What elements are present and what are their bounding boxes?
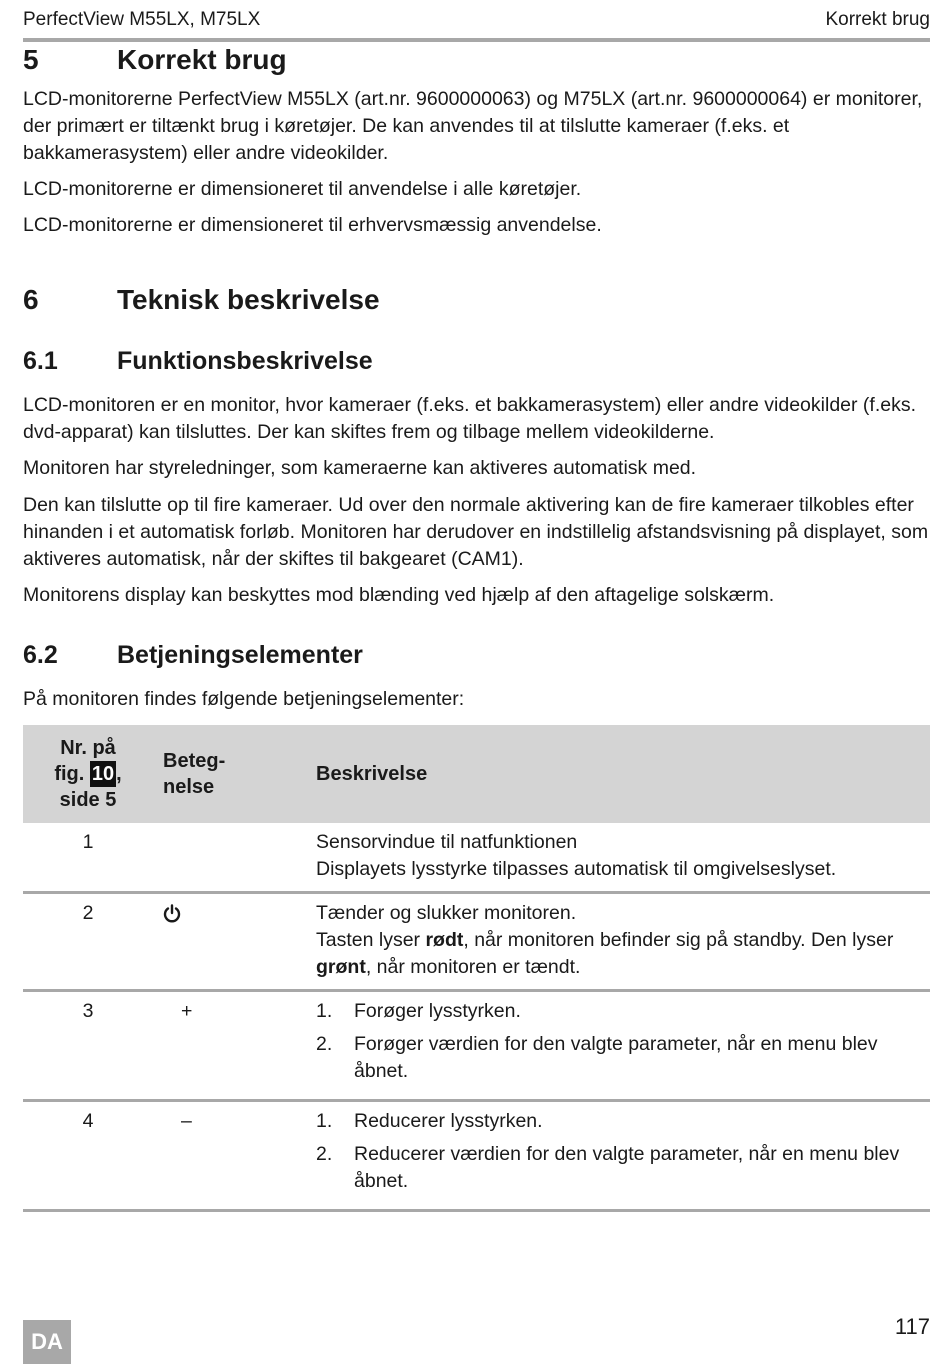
green-label: grønt (316, 956, 366, 978)
table-row (23, 893, 930, 991)
power-icon (163, 904, 181, 924)
header-rule (23, 38, 930, 42)
col-header-symbol: Beteg- nelse (153, 725, 316, 823)
cell-nr: 2 (82, 902, 94, 924)
col-header-description: Beskrivelse (316, 725, 930, 823)
list-item: 1. Reducerer lysstyrken. (316, 1110, 543, 1132)
paragraph: Monitorens display kan beskyttes mod blænding ved hjælp af den aftagelige solskærm. (23, 584, 775, 606)
table-intro: På monitoren findes følgende betjeningselementer: (23, 688, 465, 710)
step-list (316, 998, 930, 1085)
section-title: Korrekt brug (117, 44, 287, 75)
cell-symbol-minus: – (181, 1110, 192, 1132)
section-6-heading (23, 284, 380, 316)
language-badge: DA (23, 1320, 71, 1364)
controls-table (23, 725, 930, 1212)
section-title: Betjeningselementer (117, 641, 363, 669)
list-item: 2. Forøger værdien for den valgte parameter, når en menu blev åbnet. (316, 1033, 878, 1082)
section-title: Teknisk beskrivelse (117, 284, 380, 315)
col-header-nr: Nr. på fig. 10 , side 5 (23, 725, 153, 823)
section-title: Funktionsbeskrivelse (117, 347, 373, 375)
paragraph: Den kan tilslutte op til fire kameraer. Ud over den normale aktivering kan de fire kameraer tilkobles efter hinanden i et automatisk forløb. Monitoren har derudover en indstillelig afstandsvisning på displayet, som aktiveres automatisk, når der skiftes til bakgearet (CAM1). (23, 494, 929, 570)
header-product: PerfectView M55LX, M75LX (23, 9, 261, 30)
section-number: 6.1 (23, 347, 58, 375)
cell-description: Sensorvindue til natfunktionen Displayets lysstyrke tilpasses automatisk til omgivelseslyset. (316, 831, 837, 880)
section-number: 6.2 (23, 641, 58, 669)
cell-description: Tænder og slukker monitoren. Tasten lyser rødt, når monitoren befinder sig på standby. Den lyser grønt, når monitoren er tændt. (316, 902, 894, 978)
step-list (316, 1108, 930, 1195)
paragraph: LCD-monitorerne er dimensioneret til erhvervsmæssig anvendelse. (23, 214, 602, 236)
paragraph: LCD-monitorerne er dimensioneret til anvendelse i alle køretøjer. (23, 178, 582, 200)
cell-nr: 4 (82, 1110, 94, 1132)
figure-ref: 10 (91, 763, 115, 785)
section-6-2-heading (23, 641, 363, 670)
paragraph: LCD-monitorerne PerfectView M55LX (art.nr. 9600000063) og M75LX (art.nr. 9600000064) er monitorer, der primært er tiltænkt brug i køretøjer. De kan anvendes til at tilslutte kameraer (f.eks. et bakkamerasystem) eller andre videokilder. (23, 88, 923, 164)
section-5-heading (23, 44, 287, 76)
table-row (23, 991, 930, 1101)
section-number: 6 (23, 284, 39, 315)
section-6-1-heading (23, 347, 373, 376)
paragraph: LCD-monitoren er en monitor, hvor kameraer (f.eks. et bakkamerasystem) eller andre videokilder (f.eks. dvd-apparat) kan tilsluttes. Der kan skiftes frem og tilbage mellem videokilderne. (23, 394, 917, 443)
cell-description (316, 1101, 930, 1211)
table-header-row (23, 725, 930, 823)
cell-description (316, 991, 930, 1101)
table-row (23, 823, 930, 893)
paragraph: Monitoren har styreledninger, som kameraerne kan aktiveres automatisk med. (23, 457, 697, 479)
cell-nr: 1 (82, 831, 94, 853)
table-row (23, 1101, 930, 1211)
list-item: 1. Forøger lysstyrken. (316, 1000, 521, 1022)
section-number: 5 (23, 44, 39, 75)
cell-symbol (153, 893, 316, 991)
list-item: 2. Reducerer værdien for den valgte parameter, når en menu blev åbnet. (316, 1143, 900, 1192)
cell-symbol (153, 823, 316, 893)
cell-symbol-plus: + (181, 1000, 193, 1022)
running-header (23, 9, 930, 39)
page-number: 117 (894, 1314, 930, 1339)
red-label: rødt (425, 929, 464, 951)
header-section: Korrekt brug (825, 9, 930, 30)
cell-nr: 3 (82, 1000, 94, 1022)
